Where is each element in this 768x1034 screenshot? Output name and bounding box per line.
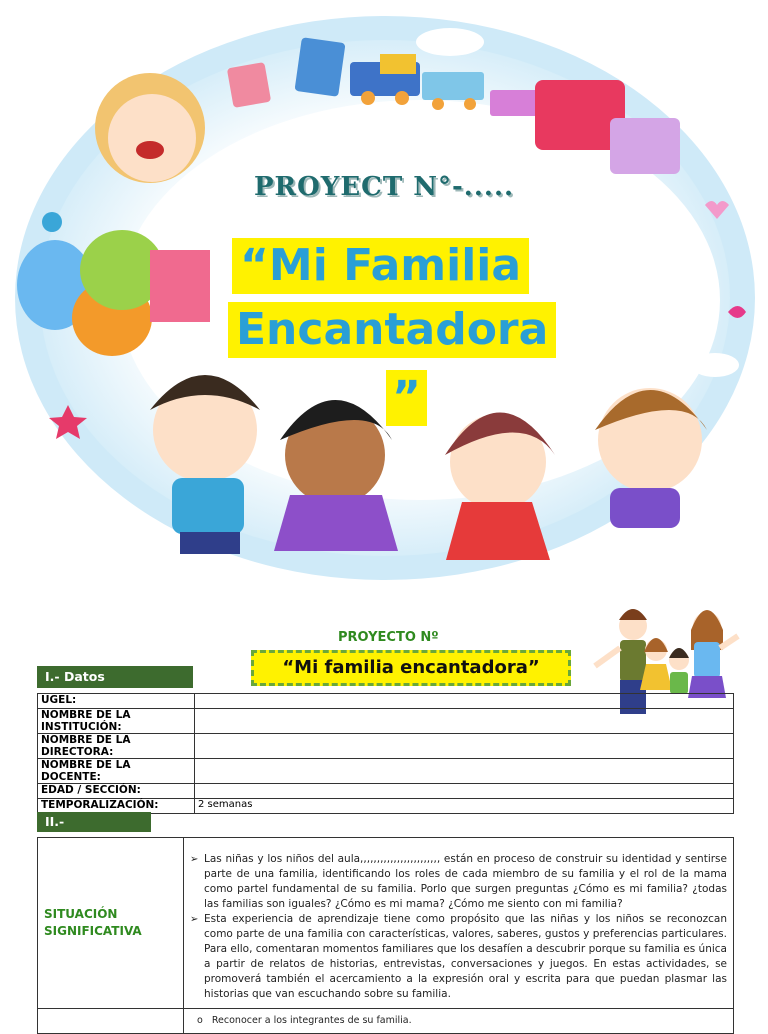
datos-label: NOMBRE DE LA INSTITUCIÓN: <box>38 709 195 734</box>
cloud-icon <box>691 353 739 377</box>
table-row <box>38 838 734 1009</box>
datos-value <box>195 734 734 759</box>
datos-label: NOMBRE DE LA DIRECTORA: <box>38 734 195 759</box>
list-item-text: Reconocer a los integrantes de su familia. <box>211 1015 412 1026</box>
datos-value <box>195 709 734 734</box>
datos-value <box>195 694 734 709</box>
flower-icon <box>42 212 62 232</box>
bullet-item <box>190 852 727 912</box>
datos-label: TEMPORALIZACIÓN: <box>38 799 195 814</box>
situacion-paragraph: Las niñas y los niños del aula,,,,,,,,,,,,,,,,,,,,,,,, están en proceso de construir su identidad y sentirse parte de una familia, identificando los roles de cada miembro de su familia y el rol de la mama como partel fundamental de su familia. Porlo que surgen preguntas ¿Cómo es mi familia? ¿todas las familias son iguales? ¿Cómo es mi mama? ¿Cómo me siento con mi familia? <box>204 853 727 910</box>
datos-section-header: I.- Datos <box>37 666 193 688</box>
empty-cell <box>38 1009 184 1034</box>
list-item <box>185 1015 732 1027</box>
balloon-icon <box>150 250 210 322</box>
main-title-line3: ” <box>386 370 427 426</box>
project-banner-title: “Mi familia encantadora” <box>251 650 571 686</box>
child-figure <box>445 413 555 561</box>
bullet-item <box>190 912 727 1002</box>
datos-value: 2 semanas <box>195 799 734 814</box>
datos-label: EDAD / SECCIÓN: <box>38 784 195 799</box>
main-title-line2: Encantadora <box>228 302 556 358</box>
datos-label: NOMBRE DE LA DOCENTE: <box>38 759 195 784</box>
proyect-number-title: PROYECT N°-..... <box>253 172 515 202</box>
table-row <box>38 784 734 799</box>
table-row <box>38 759 734 784</box>
datos-table <box>37 693 734 814</box>
situacion-text <box>184 838 734 1009</box>
sub-bullet-icon: o <box>197 1015 203 1026</box>
main-title-line1: “Mi Familia <box>232 238 529 294</box>
proyecto-number-label: PROYECTO Nº <box>338 630 439 645</box>
table-row <box>38 734 734 759</box>
cloud-icon <box>416 28 484 56</box>
situacion-label: SITUACIÓN SIGNIFICATIVA <box>38 838 184 1009</box>
datos-label: UGEL: <box>38 694 195 709</box>
datos-value <box>195 759 734 784</box>
table-row <box>38 694 734 709</box>
bullet-arrow-icon: ➢ <box>190 854 199 865</box>
situacion-paragraph: Esta experiencia de aprendizaje tiene como propósito que las niñas y los niños se reconozcan como parte de una familia con características, valores, saberes, gustos y preferencias particulares. Para ello, comentaran momentos familiares que los desafíen a descubrir porque su familia es única a partir de relatos de historias, entrevistas, conversaciones y juegos. En estas actividades, se promoverá también el acercamiento a la expresión oral y escrita para que puedan plasmar las historias que van escuchando sobre su familia. <box>204 913 727 1000</box>
book-icon <box>227 62 271 108</box>
situacion-table <box>37 837 734 1034</box>
project-section <box>0 590 768 1024</box>
child-figure <box>595 388 707 528</box>
table-row <box>38 1009 734 1034</box>
section-ii-header: II.- <box>37 812 151 832</box>
book-icon <box>294 37 345 97</box>
datos-value <box>195 784 734 799</box>
gift-icon <box>610 118 680 174</box>
bullet-arrow-icon: ➢ <box>190 914 199 925</box>
sub-items-cell <box>184 1009 734 1034</box>
table-row <box>38 709 734 734</box>
